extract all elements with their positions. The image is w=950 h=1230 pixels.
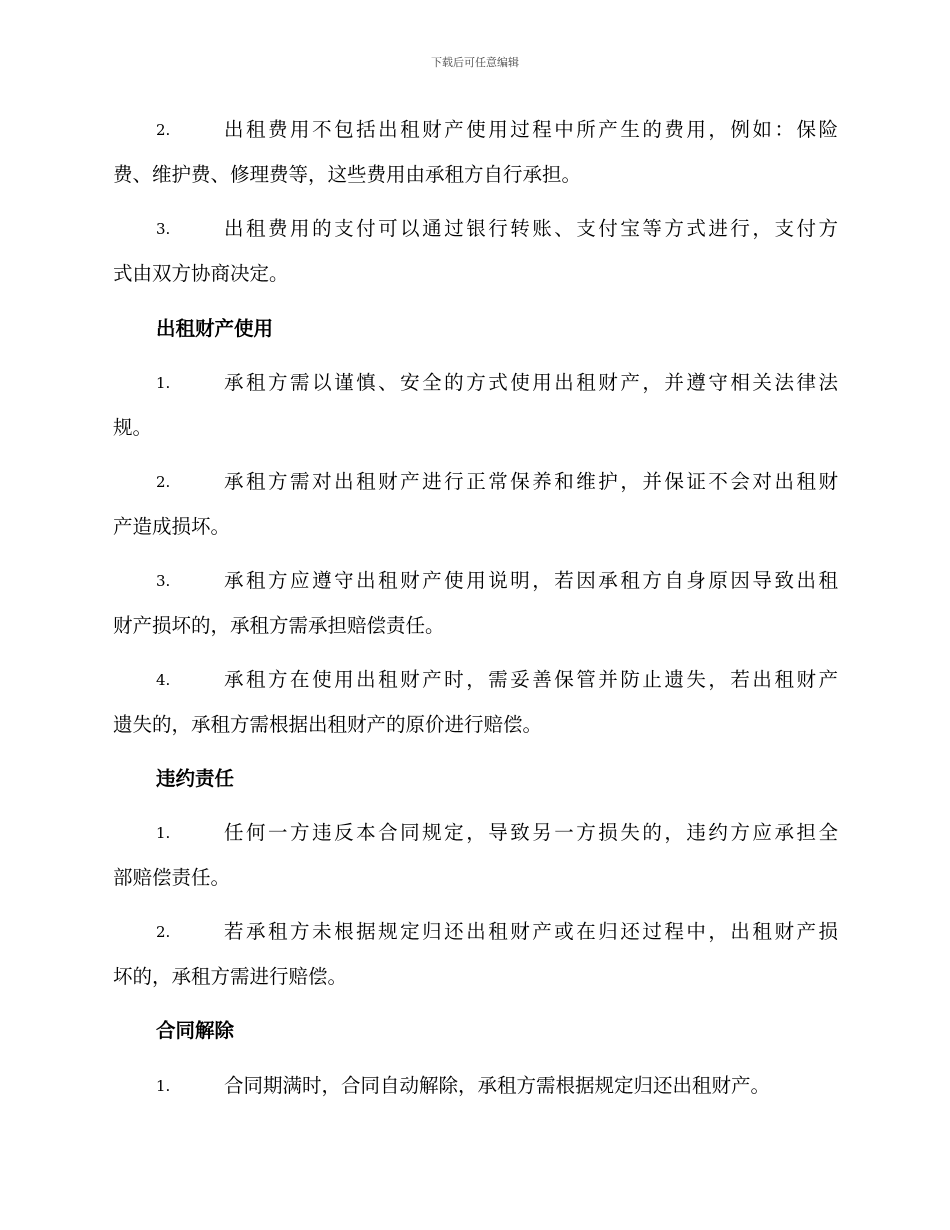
item-number: 3. bbox=[156, 572, 171, 590]
paragraph-line: 部赔偿责任。 bbox=[113, 866, 231, 889]
paragraph-line: 出租费用不包括出租财产使用过程中所产生的费用，例如：保险 bbox=[224, 118, 838, 141]
item-number: 3. bbox=[156, 220, 171, 238]
paragraph-line: 若承租方未根据规定归还出租财产或在归还过程中，出租财产损 bbox=[224, 920, 838, 943]
paragraph-line: 坏的，承租方需进行赔偿。 bbox=[113, 965, 348, 988]
paragraph-line: 式由双方协商决定。 bbox=[113, 262, 289, 285]
paragraph-line: 合同期满时，合同自动解除，承租方需根据规定归还出租财产。 bbox=[224, 1074, 771, 1097]
paragraph-line: 任何一方违反本合同规定，导致另一方损失的，违约方应承担全 bbox=[224, 821, 838, 844]
item-number: 2. bbox=[156, 473, 171, 491]
item-number: 2. bbox=[156, 121, 171, 139]
paragraph-line: 承租方在使用出租财产时，需妥善保管并防止遗失，若出租财产 bbox=[224, 668, 838, 691]
section-heading: 出租财产使用 bbox=[156, 317, 274, 340]
page-header: 下载后可任意编辑 bbox=[431, 56, 519, 69]
paragraph-line: 承租方应遵守出租财产使用说明，若因承租方自身原因导致出租 bbox=[224, 569, 838, 592]
section-heading: 违约责任 bbox=[156, 767, 235, 790]
paragraph-line: 产造成损坏。 bbox=[113, 515, 231, 538]
paragraph-line: 费、维护费、修理费等，这些费用由承租方自行承担。 bbox=[113, 163, 582, 186]
item-number: 2. bbox=[156, 923, 171, 941]
paragraph-line: 出租费用的支付可以通过银行转账、支付宝等方式进行，支付方 bbox=[224, 217, 838, 240]
item-number: 4. bbox=[156, 671, 171, 689]
item-number: 1. bbox=[156, 824, 171, 842]
paragraph-line: 承租方需以谨慎、安全的方式使用出租财产，并遵守相关法律法 bbox=[224, 371, 838, 394]
item-number: 1. bbox=[156, 1077, 171, 1095]
section-heading: 合同解除 bbox=[156, 1019, 235, 1042]
item-number: 1. bbox=[156, 374, 171, 392]
paragraph-line: 财产损坏的，承租方需承担赔偿责任。 bbox=[113, 614, 445, 637]
paragraph-line: 规。 bbox=[113, 416, 153, 439]
paragraph-line: 遗失的，承租方需根据出租财产的原价进行赔偿。 bbox=[113, 713, 543, 736]
paragraph-line: 承租方需对出租财产进行正常保养和维护，并保证不会对出租财 bbox=[224, 470, 838, 493]
